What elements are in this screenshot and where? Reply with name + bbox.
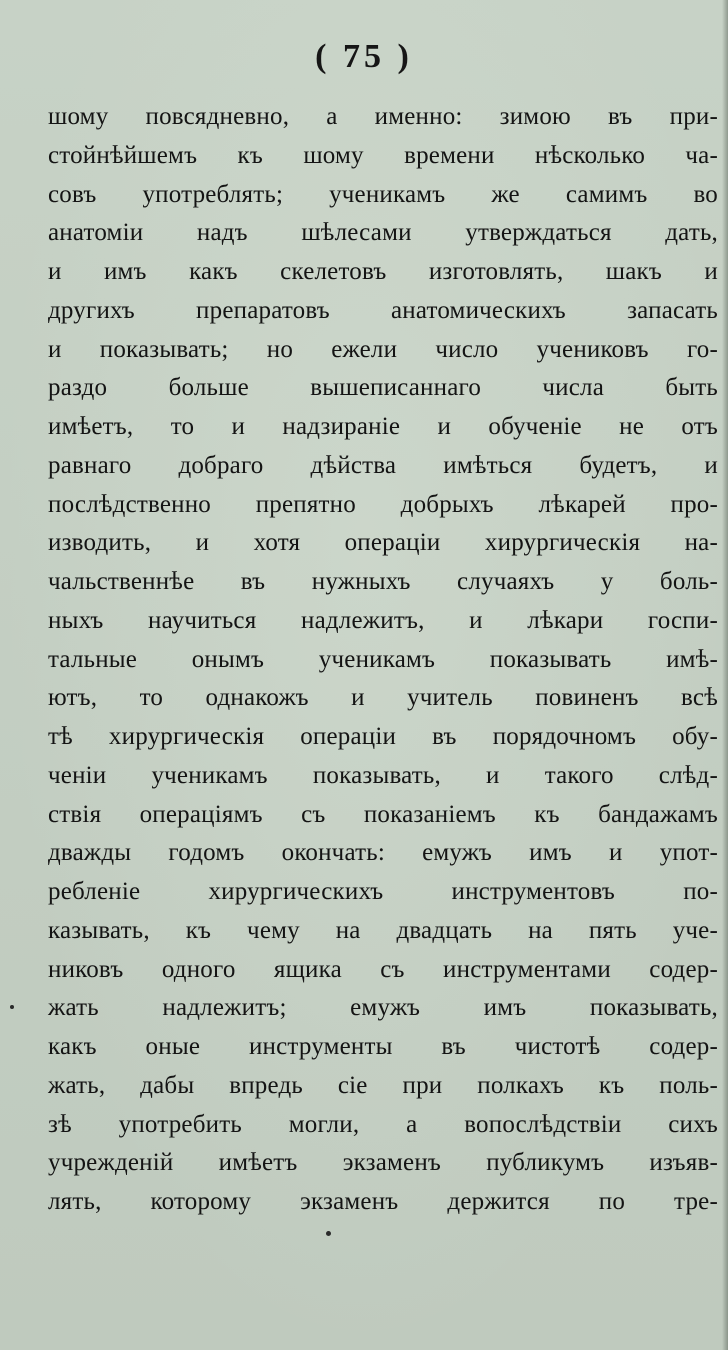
text-line: ребленіе хирургическихъ инструментовъ по- <box>48 878 718 905</box>
text-line: ютъ, то однакожъ и учитель повиненъ всѣ <box>48 684 718 712</box>
page-number: ( 75 ) <box>315 38 413 75</box>
text-line: зѣ употребить могли, а вопослѣдствіи сихъ <box>48 1110 718 1138</box>
text-line: жать надлежитъ; емужъ имъ показывать, <box>48 994 718 1022</box>
text-line: никовъ одного ящика съ инструментами содер- <box>48 955 718 983</box>
text-line: послѣдственно препятно добрыхъ лѣкарей про- <box>48 490 718 518</box>
text-line: лять, которому экзаменъ держится по тре- <box>48 1188 718 1215</box>
text-line: какъ оные инструменты въ чистотѣ содер- <box>48 1033 718 1060</box>
text-line: имѣетъ, то и надзираніе и обученіе не отъ <box>48 413 718 440</box>
text-line: казывать, къ чему на двадцать на пять уче- <box>48 916 718 944</box>
text-line: ствія операціямъ съ показаніемъ къ бандажамъ <box>48 800 718 828</box>
text-line: дважды годомъ окончать: емужъ имъ и упот- <box>48 839 718 867</box>
text-line: ченіи ученикамъ показывать, и такого слѣд- <box>48 761 718 789</box>
text-line: и показывать; но ежели число учениковъ го- <box>48 335 718 363</box>
text-line: тѣ хирургическія операціи въ порядочномъ обу- <box>48 723 718 750</box>
text-line: чальственнѣе въ нужныхъ случаяхъ у боль- <box>48 568 718 595</box>
text-line: и имъ какъ скелетовъ изготовлять, шакъ и <box>48 258 718 285</box>
ink-speck <box>326 1231 331 1236</box>
text-line: ныхъ научиться надлежитъ, и лѣкари госпи- <box>48 606 718 634</box>
text-line: совъ употреблять; ученикамъ же самимъ во <box>48 180 718 208</box>
text-line: раздо больше вышеписаннаго числа быть <box>48 374 718 402</box>
page-edge-shadow <box>722 0 728 1350</box>
text-line: шому повсядневно, а именно: зимою въ при- <box>48 103 718 130</box>
text-line: тальные онымъ ученикамъ показывать имѣ- <box>48 645 718 673</box>
text-line: изводить, и хотя операціи хирургическія на- <box>48 529 718 557</box>
text-line: учрежденій имѣетъ экзаменъ публикумъ изъяв- <box>48 1149 718 1177</box>
text-line: другихъ препаратовъ анатомическихъ запасать <box>48 296 718 324</box>
text-line: жать, дабы впредь сіе при полкахъ къ поль- <box>48 1071 718 1099</box>
text-line: анатоміи надъ шѣлесами утверждаться дать, <box>48 219 718 247</box>
body-text <box>48 98 718 1222</box>
text-line: стойнѣйшемъ къ шому времени нѣсколько ча- <box>48 141 718 169</box>
ink-speck <box>10 1005 14 1009</box>
text-line: равнаго добраго дѣйства имѣться будетъ, и <box>48 451 718 479</box>
